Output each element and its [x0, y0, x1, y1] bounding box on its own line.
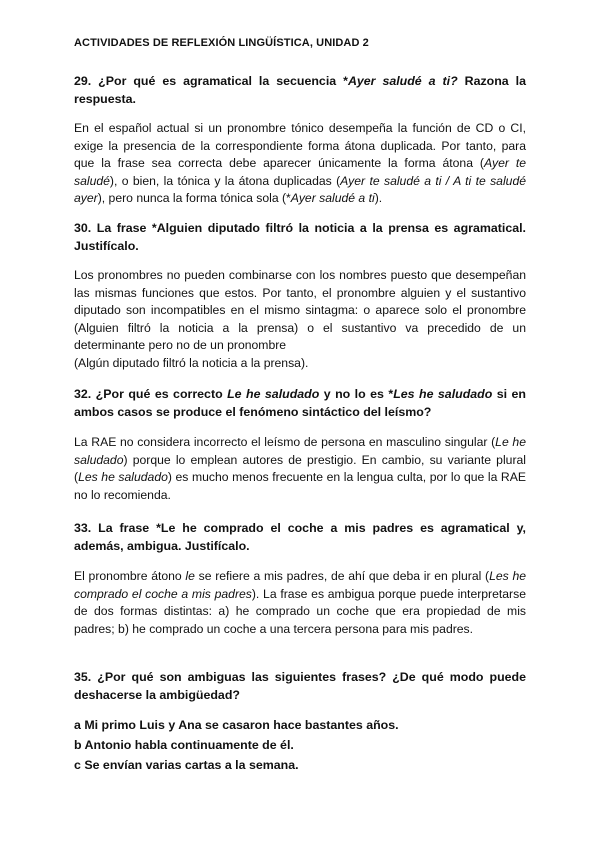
q32-title-text: y no lo es *: [319, 387, 394, 401]
q32-answer-text: La RAE no considera incorrecto el leísmo de persona en masculino singular (: [74, 435, 496, 449]
q29-title-prefix: 29. ¿Por qué es agramatical la secuencia *: [74, 74, 348, 88]
q29-title-example: Ayer saludé a ti?: [347, 74, 458, 88]
q32-title-example: Le he saludado: [227, 387, 320, 401]
q29-title-suffix: Razona la respuesta.: [74, 74, 526, 106]
page-header: ACTIVIDADES DE REFLEXIÓN LINGÜÍSTICA, UNIDAD 2: [74, 37, 369, 49]
question-32-title: [74, 385, 526, 421]
q33-answer-text: El pronombre átono: [74, 569, 186, 583]
q29-answer-text: ), o bien, la tónica y la átona duplicadas (: [109, 173, 341, 188]
question-33-title: 33. La frase *Le he comprado el coche a mis padres es agramatical y, además, ambigua. Justifícalo.: [74, 521, 526, 553]
q32-answer-text: ) es mucho menos frecuente en la lengua culta, por lo que la RAE no lo recomienda.: [74, 470, 526, 502]
q29-answer-example: Ayer te saludé a ti / A ti te saludé ayer: [74, 173, 526, 206]
question-35-title: 35. ¿Por qué son ambiguas las siguientes frases? ¿De qué modo puede deshacerse la ambigüedad?: [74, 670, 526, 702]
list-item: c Se envían varias cartas a la semana.: [74, 758, 299, 772]
q33-answer-example: Les he comprado el coche a mis padres: [74, 569, 526, 601]
q32-answer-example: Les he saludado: [78, 470, 168, 485]
q32-title-text: si en ambos casos se produce el fenómeno sintáctico del leísmo?: [74, 387, 527, 419]
q33-answer-text: se refiere a mis padres, de ahí que deba ir en plural (: [194, 569, 490, 583]
list-item: a Mi primo Luis y Ana se casaron hace bastantes años.: [74, 718, 399, 732]
q33-answer-text: ). La frase es ambigua porque puede interpretarse de dos formas distintas: a) he comprado un coche que era propiedad de mis padres; b) he comprado un coche a una tercera persona para mis padres.: [74, 586, 526, 636]
question-30-answer: [74, 267, 526, 373]
q29-answer-example: Ayer saludé a ti: [290, 191, 375, 206]
question-29-answer: [74, 120, 526, 208]
q32-title-text: 32. ¿Por qué es correcto: [74, 387, 228, 401]
q32-answer-text: ) porque lo emplean autores de prestigio. En cambio, su variante plural (: [74, 452, 526, 485]
q29-answer-text: En el español actual si un pronombre tónico desempeña la función de CD o CI, exige la presencia de la correspondiente forma átona duplicada. Por tanto, para que la frase sea correcta debe aparecer únicamente la forma átona (: [74, 121, 526, 171]
list-item: b Antonio habla continuamente de él.: [74, 738, 294, 752]
q32-title-example: Les he saludado: [393, 387, 493, 401]
question-30-title: 30. La frase *Alguien diputado filtró la noticia a la prensa es agramatical. Justifícalo.: [74, 221, 526, 253]
q29-answer-example: Ayer te saludé: [74, 156, 526, 188]
q29-answer-text: ).: [374, 191, 383, 206]
question-32-answer: [74, 434, 526, 504]
q29-answer-text: ), pero nunca la forma tónica sola (*: [97, 191, 291, 206]
q33-answer-example: le: [185, 569, 195, 583]
q30-answer-example-line: (Algún diputado filtró la noticia a la prensa).: [74, 355, 309, 370]
q32-answer-example: Le he saludado: [74, 435, 526, 467]
question-33-answer: [74, 568, 526, 638]
q30-answer-text: Los pronombres no pueden combinarse con los nombres puesto que desempeñan las mismas funciones que estos. Por tanto, el pronombre alguien y el sustantivo diputado son incompatibles en el mismo sintagma: o aparece solo el pronombre (Alguien filtró la noticia a la prensa) o el sustantivo va precedido de un determinante pero no de un pronombre: [74, 268, 526, 353]
question-29-title: [74, 72, 526, 108]
